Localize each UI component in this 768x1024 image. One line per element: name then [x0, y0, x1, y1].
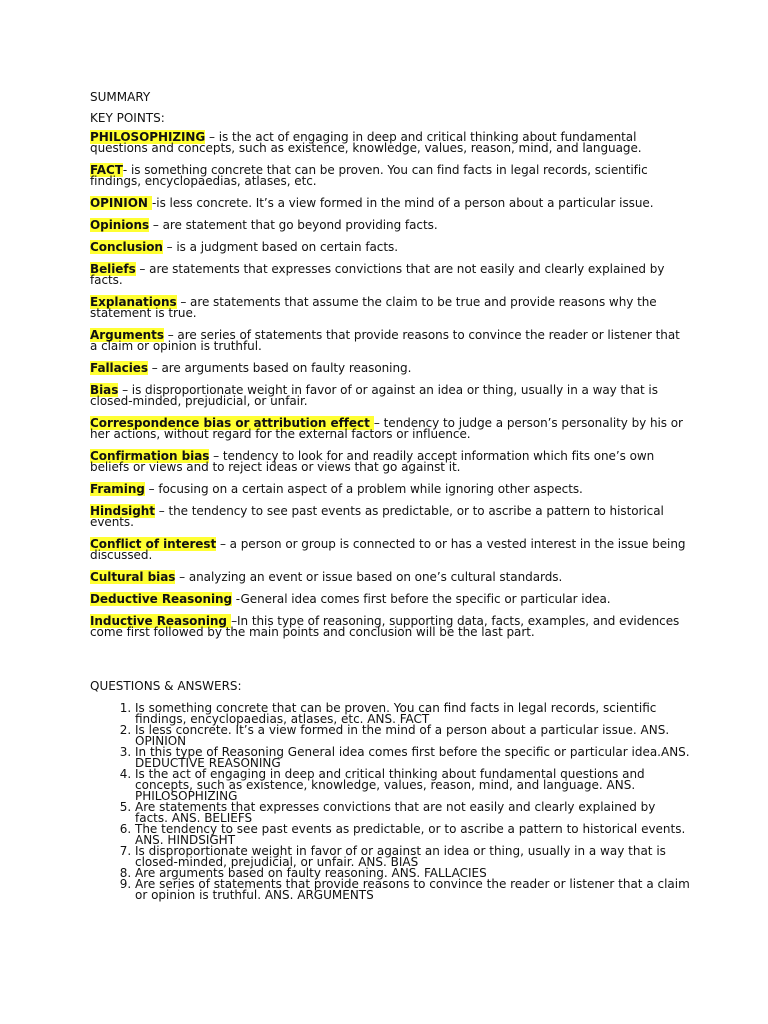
term-definition: – is disproportionate weight in favor of or against an idea or thing, usually in a way that is closed-minded, prejudicial, or unfair. — [90, 383, 658, 408]
key-point-correspondence-bias — [90, 418, 690, 440]
term-definition: – are arguments based on faulty reasoning. — [147, 361, 412, 375]
term-definition: – tendency to look for and readily accept information which fits one’s own beliefs or views and to reject ideas or views that go against it. — [90, 449, 655, 474]
key-point-confirmation-bias — [90, 451, 690, 473]
term-definition: – are statements that assume the claim to be true and provide reasons why the statement is true. — [90, 295, 657, 320]
key-point-framing — [90, 484, 690, 495]
term-definition: – is the act of engaging in deep and critical thinking about fundamental questions and concepts, such as existence, knowledge, values, reason, mind, and language. — [90, 130, 642, 155]
term-definition: -is less concrete. It’s a view formed in the mind of a person about a particular issue. — [152, 196, 654, 210]
term-highlight: Confirmation bias — [90, 449, 210, 463]
qa-item: 8. Are arguments based on faulty reasoning. ANS. FALLACIES — [135, 868, 690, 879]
term-highlight: PHILOSOPHIZING — [90, 130, 206, 144]
key-point-cultural-bias — [90, 572, 690, 583]
key-point-inductive-reasoning — [90, 616, 690, 638]
term-highlight: Beliefs — [90, 262, 136, 276]
term-highlight: Framing — [90, 482, 145, 496]
term-definition: -General idea comes first before the specific or particular idea. — [232, 592, 611, 606]
key-point-bias — [90, 385, 690, 407]
key-point-hindsight — [90, 506, 690, 528]
term-highlight: Conflict of interest — [90, 537, 217, 551]
term-definition: – the tendency to see past events as predictable, or to ascribe a pattern to historical events. — [90, 504, 664, 529]
key-points-heading: KEY POINTS: — [90, 111, 165, 125]
term-highlight: Hindsight — [90, 504, 155, 518]
key-point-philosophizing — [90, 132, 690, 154]
summary-heading: SUMMARY — [90, 90, 151, 104]
qa-item: 1. Is something concrete that can be proven. You can find facts in legal records, scientific findings, encyclopaedias, atlases, etc. ANS. FACT — [135, 703, 690, 725]
term-highlight: Bias — [90, 383, 119, 397]
term-highlight: FACT — [90, 163, 123, 177]
term-definition: – focusing on a certain aspect of a problem while ignoring other aspects. — [144, 482, 583, 496]
qa-item: 2. Is less concrete. It’s a view formed in the mind of a person about a particular issue. ANS. OPINION — [135, 725, 690, 747]
term-definition: – analyzing an event or issue based on one’s cultural standards. — [175, 570, 563, 584]
term-definition: –In this type of reasoning, supporting data, facts, examples, and evidences come first followed by the main points and conclusion will be the last part. — [90, 614, 680, 639]
key-point-fact — [90, 165, 690, 187]
term-highlight: Cultural bias — [90, 570, 176, 584]
term-highlight: Explanations — [90, 295, 177, 309]
qa-item: 7. Is disproportionate weight in favor of or against an idea or thing, usually in a way that is closed-minded, prejudicial, or unfair. ANS. BIAS — [135, 846, 690, 868]
key-point-fallacies — [90, 363, 690, 374]
term-definition: – are statement that go beyond providing facts. — [149, 218, 438, 232]
term-highlight: Opinions — [90, 218, 150, 232]
key-point-conflict-of-interest — [90, 539, 690, 561]
document-page — [90, 90, 690, 901]
qa-item: 6. The tendency to see past events as predictable, or to ascribe a pattern to historical events. ANS. HINDSIGHT — [135, 824, 690, 846]
qa-item: 4. Is the act of engaging in deep and critical thinking about fundamental questions and concepts, such as existence, knowledge, values, reason, mind, and language. ANS. PHILOSOPHIZING — [135, 769, 690, 802]
term-definition: - is something concrete that can be proven. You can find facts in legal records, scientific findings, encyclopaedias, atlases, etc. — [90, 163, 648, 188]
term-highlight: Deductive Reasoning — [90, 592, 233, 606]
qa-item: 9. Are series of statements that provide reasons to convince the reader or listener that a claim or opinion is truthful. ANS. ARGUMENTS — [135, 879, 690, 901]
qa-item: 5. Are statements that expresses convictions that are not easily and clearly explained by facts. ANS. BELIEFS — [135, 802, 690, 824]
key-point-opinion — [90, 198, 690, 209]
term-definition: – a person or group is connected to or has a vested interest in the issue being discussed. — [90, 537, 686, 562]
key-point-deductive-reasoning — [90, 594, 690, 605]
qa-item: 3. In this type of Reasoning General idea comes first before the specific or particular idea.ANS. DEDUCTIVE REASONING — [135, 747, 690, 769]
key-point-conclusion — [90, 242, 690, 253]
term-definition: – is a judgment based on certain facts. — [162, 240, 398, 254]
qa-heading: QUESTIONS & ANSWERS: — [90, 679, 242, 693]
key-point-arguments — [90, 330, 690, 352]
key-point-explanations — [90, 297, 690, 319]
section-spacer — [90, 649, 690, 679]
term-definition: – are series of statements that provide reasons to convince the reader or listener that a claim or opinion is truthful. — [90, 328, 680, 353]
qa-list — [90, 703, 690, 901]
key-point-beliefs — [90, 264, 690, 286]
term-highlight: OPINION — [90, 196, 152, 210]
term-definition: – tendency to judge a person’s personality by his or her actions, without regard for the external factors or influence. — [90, 416, 683, 441]
key-points-list — [90, 132, 690, 638]
term-highlight: Conclusion — [90, 240, 163, 254]
key-point-opinions — [90, 220, 690, 231]
term-highlight: Inductive Reasoning — [90, 614, 232, 628]
term-highlight: Arguments — [90, 328, 164, 342]
term-highlight: Correspondence bias or attribution effect — [90, 416, 374, 430]
term-definition: – are statements that expresses convictions that are not easily and clearly explained by facts. — [90, 262, 665, 287]
term-highlight: Fallacies — [90, 361, 148, 375]
